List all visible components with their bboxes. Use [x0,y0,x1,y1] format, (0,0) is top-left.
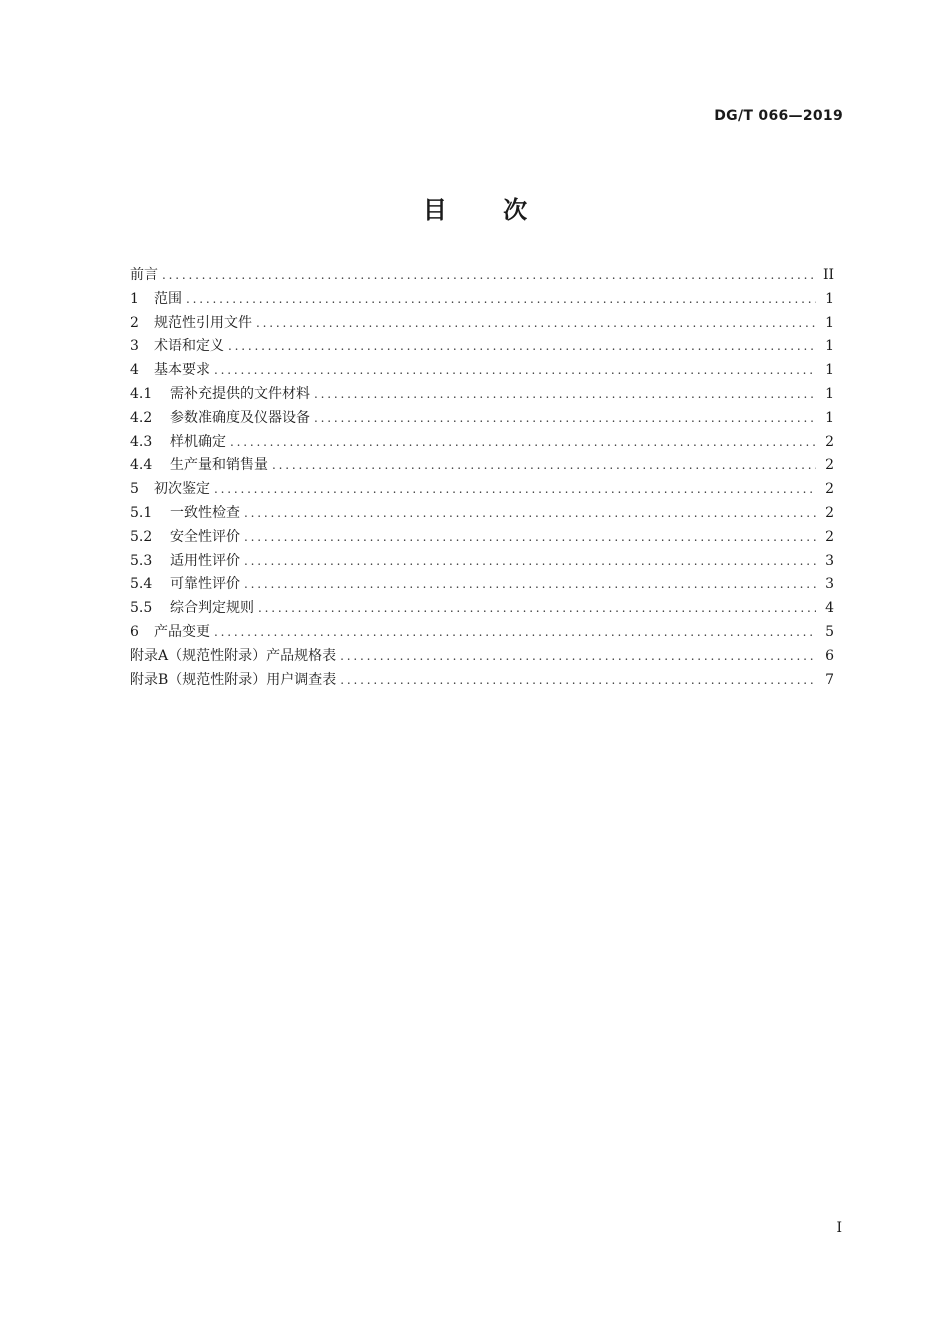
toc-entry-page: 5 [825,623,834,640]
toc-entry-number: 5.5 [130,600,153,617]
toc-entry[interactable] [130,645,834,669]
toc-entry[interactable] [130,312,834,336]
toc-title: 目 次 [422,196,552,224]
toc-leader-dots [340,645,816,669]
toc-entry-label: 需补充提供的文件材料 [170,385,310,402]
toc-entry[interactable] [130,502,834,526]
toc-entry-page: 1 [825,362,834,379]
toc-entry-number: 5.4 [130,576,153,593]
toc-entry[interactable] [130,621,834,645]
toc-entry-number: 4.3 [130,433,153,450]
toc-leader-dots [162,264,815,288]
toc-entry-page: 1 [825,409,834,426]
toc-entry-label: 可靠性评价 [170,576,240,593]
toc-leader-dots [244,550,816,574]
toc-leader-dots [244,502,816,526]
toc-entry-label: 产品变更 [154,623,210,640]
toc-entry-page: 1 [825,385,834,402]
toc-leader-dots [214,478,816,502]
toc-entry-label: 附录B（规范性附录）用户调查表 [130,671,337,688]
toc-entry-number: 6 [130,623,139,640]
toc-entry-label: 生产量和销售量 [170,457,268,474]
toc-entry-page: 2 [825,504,834,521]
toc-entry-number: 5 [130,481,139,498]
toc-entry-page: 2 [825,457,834,474]
toc-entry-label: 规范性引用文件 [154,314,252,331]
page-number: I [836,1220,842,1236]
toc-entry-page: 2 [825,528,834,545]
toc-entry-page: 1 [825,290,834,307]
toc-entry[interactable] [130,359,834,383]
toc-entry-number: 5.1 [130,504,153,521]
toc-entry-page: 7 [825,671,834,688]
toc-leader-dots [314,383,816,407]
table-of-contents [130,264,834,692]
toc-entry-label: 综合判定规则 [170,600,254,617]
toc-entry[interactable] [130,454,834,478]
toc-entry-label: 范围 [154,290,182,307]
toc-entry-label: 附录A（规范性附录）产品规格表 [130,647,337,664]
toc-entry-label: 术语和定义 [154,338,224,355]
toc-entry-page: 3 [825,552,834,569]
toc-entry[interactable] [130,407,834,431]
toc-leader-dots [244,573,816,597]
toc-entry-page: II [822,267,834,283]
toc-entry-page: 1 [825,314,834,331]
toc-leader-dots [214,359,816,383]
toc-leader-dots [314,407,816,431]
toc-leader-dots [186,288,816,312]
toc-leader-dots [214,621,816,645]
toc-entry[interactable] [130,264,834,288]
toc-entry[interactable] [130,478,834,502]
toc-entry[interactable] [130,669,834,693]
toc-entry[interactable] [130,383,834,407]
toc-leader-dots [340,669,816,693]
toc-leader-dots [258,597,816,621]
toc-entry-label: 一致性检查 [170,504,240,521]
toc-entry-label: 参数准确度及仪器设备 [170,409,310,426]
toc-entry[interactable] [130,526,834,550]
toc-entry-number: 3 [130,338,139,355]
toc-entry-number: 1 [130,290,139,307]
toc-entry[interactable] [130,550,834,574]
toc-entry-label: 样机确定 [170,433,226,450]
toc-entry[interactable] [130,431,834,455]
toc-leader-dots [272,454,816,478]
toc-entry-number: 4.2 [130,409,153,426]
toc-entry-page: 2 [825,433,834,450]
toc-leader-dots [230,431,816,455]
toc-entry-page: 3 [825,576,834,593]
toc-entry-label: 适用性评价 [170,552,240,569]
toc-entry-number: 4.4 [130,457,153,474]
toc-entry-label: 基本要求 [154,362,210,379]
toc-entry-label: 前言 [130,267,158,283]
toc-entry[interactable] [130,335,834,359]
toc-entry-number: 2 [130,314,139,331]
toc-entry-label: 安全性评价 [170,528,240,545]
toc-entry-number: 5.3 [130,552,153,569]
toc-entry-label: 初次鉴定 [154,481,210,498]
toc-entry-number: 4 [130,362,139,379]
toc-entry-page: 4 [825,600,834,617]
toc-entry[interactable] [130,573,834,597]
toc-entry[interactable] [130,597,834,621]
toc-entry-number: 4.1 [130,385,153,402]
toc-entry-number: 5.2 [130,528,153,545]
document-code: DG/T 066—2019 [714,108,843,124]
toc-leader-dots [228,335,816,359]
toc-entry-page: 6 [825,647,834,664]
toc-entry[interactable] [130,288,834,312]
toc-leader-dots [244,526,816,550]
toc-leader-dots [256,312,816,336]
toc-entry-page: 1 [825,338,834,355]
toc-entry-page: 2 [825,481,834,498]
